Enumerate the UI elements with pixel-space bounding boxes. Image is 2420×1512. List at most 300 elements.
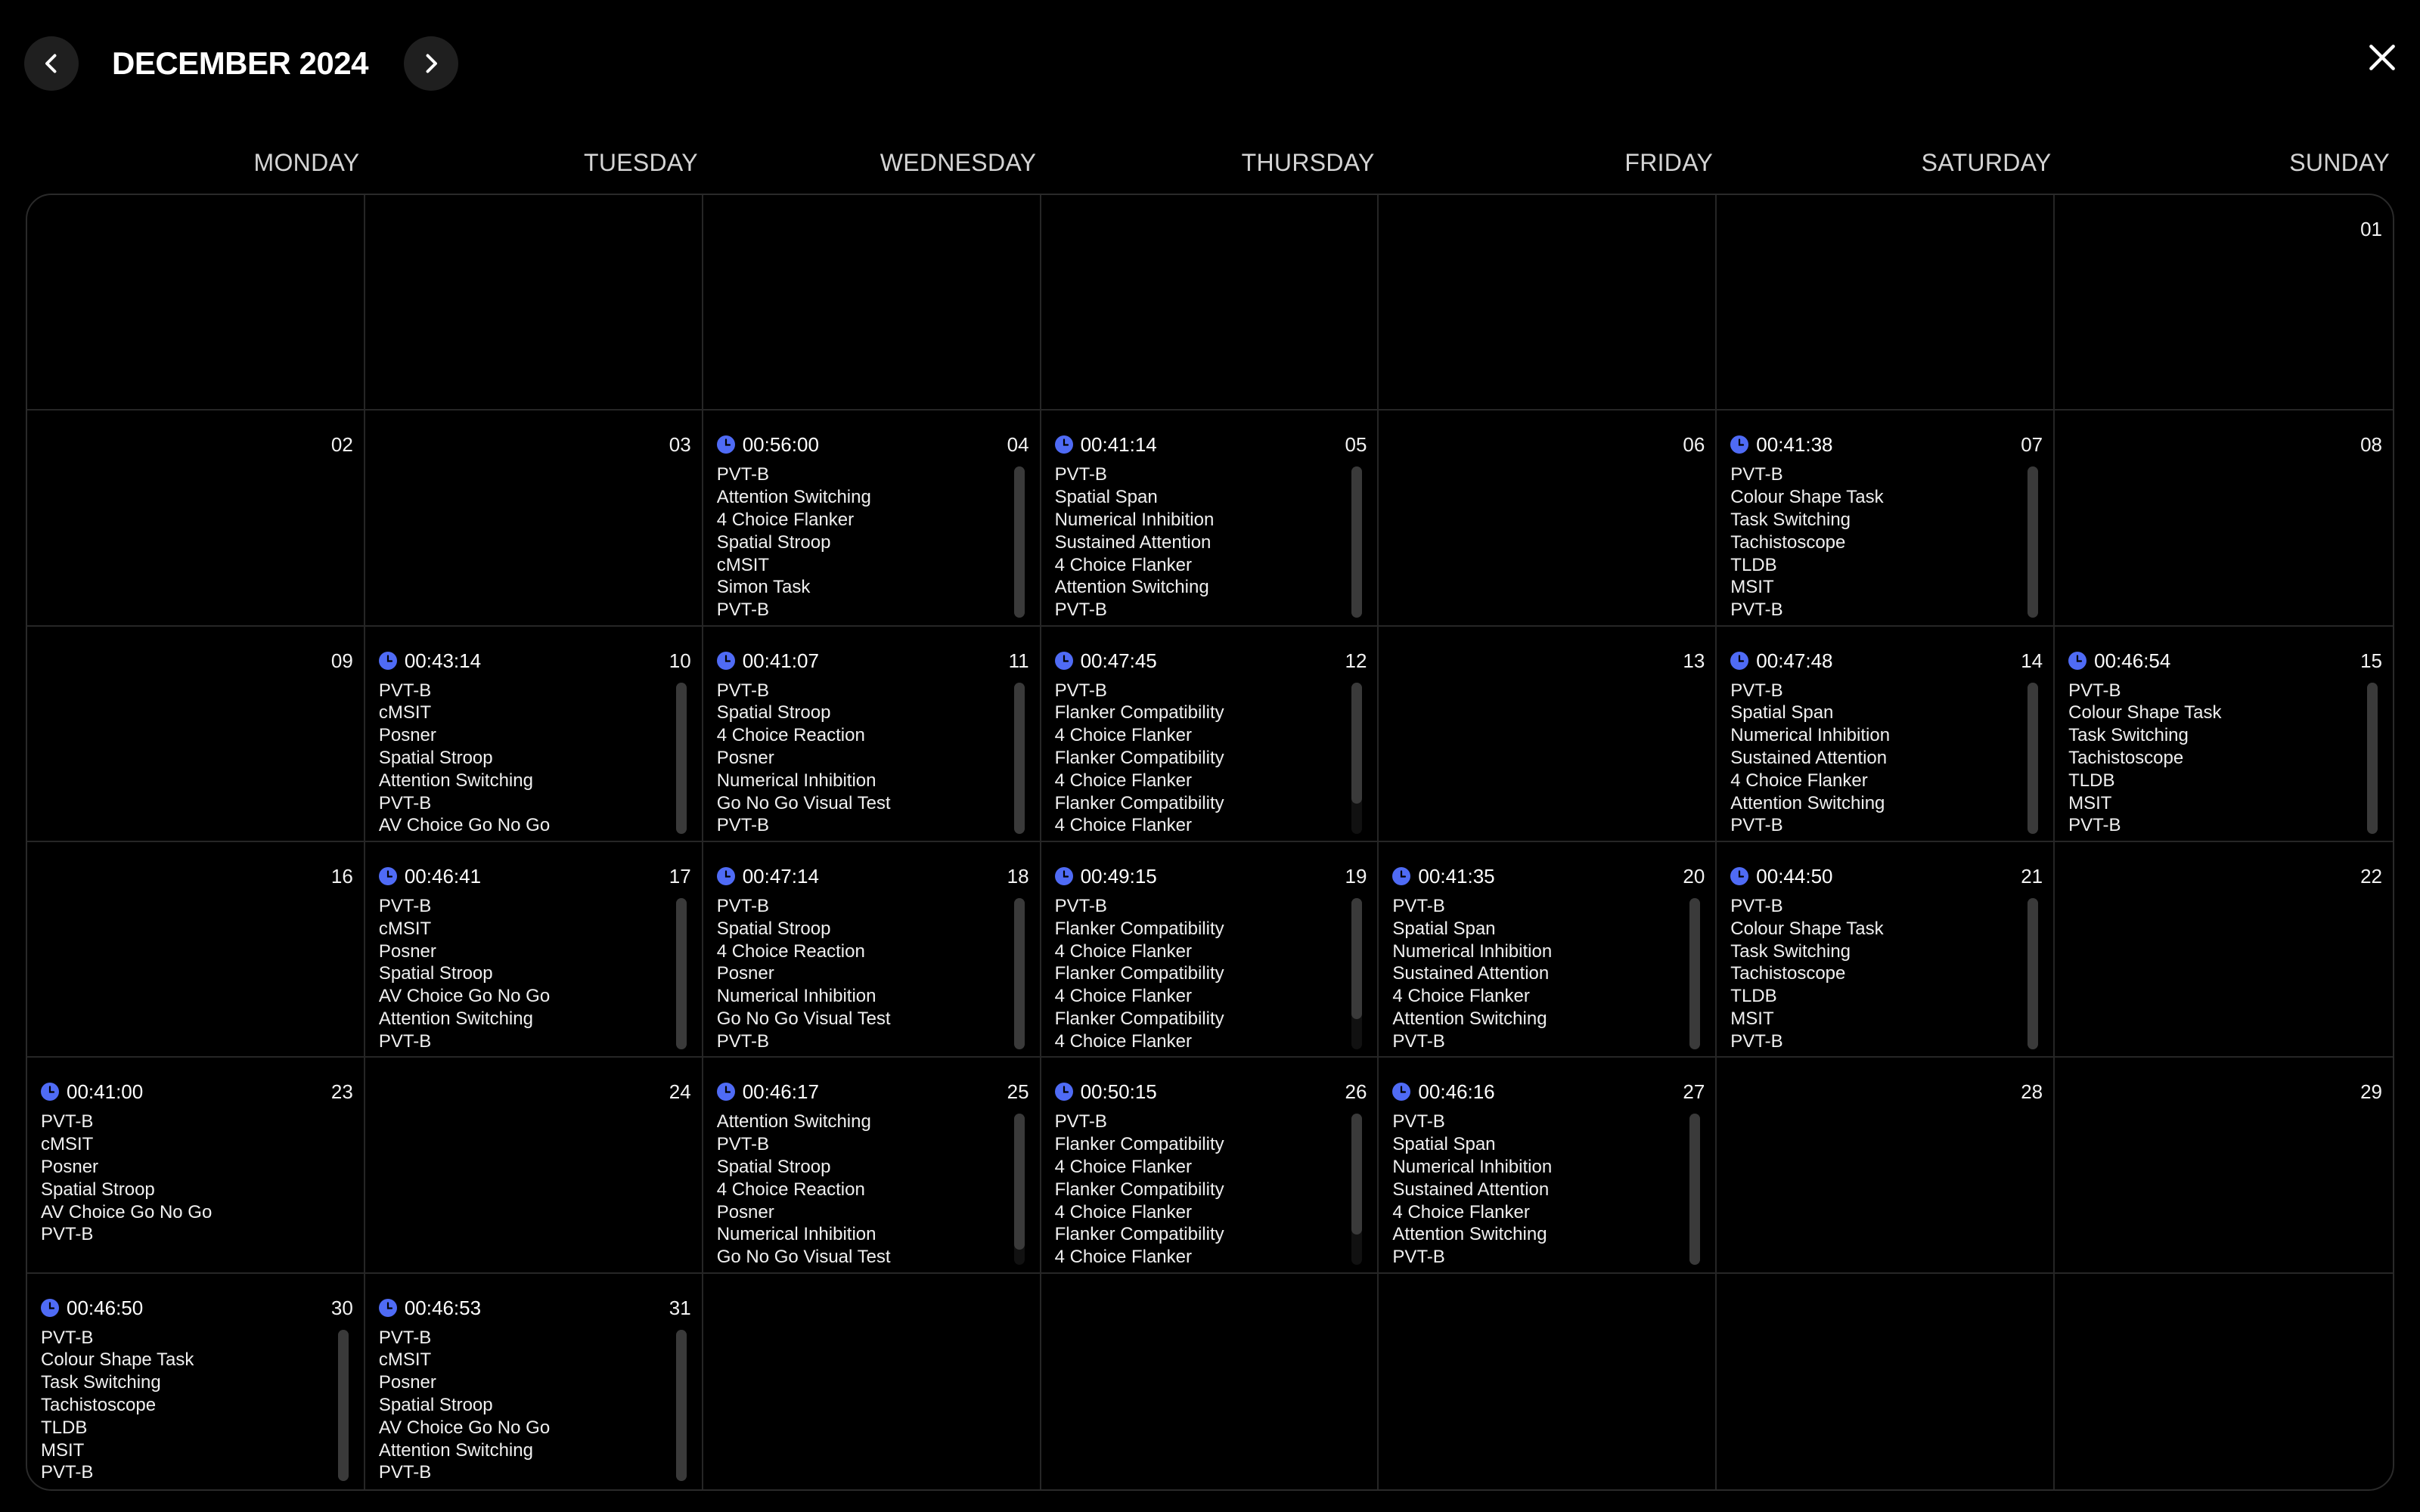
- task-item: Spatial Stroop: [716, 918, 831, 939]
- prev-month-button[interactable]: [24, 36, 79, 91]
- session-duration: [379, 649, 481, 672]
- clock-icon: [2068, 652, 2086, 670]
- task-list-scrollbar[interactable]: [1014, 466, 1025, 618]
- scrollbar-thumb[interactable]: [2028, 466, 2038, 618]
- duration-text: 00:46:54: [2094, 649, 2171, 672]
- task-item: PVT-B: [1054, 896, 1107, 916]
- clock-icon: [717, 867, 735, 885]
- task-list-scrollbar[interactable]: [676, 683, 687, 834]
- scrollbar-thumb[interactable]: [1351, 1114, 1362, 1235]
- scrollbar-thumb[interactable]: [338, 1330, 349, 1481]
- task-item: cMSIT: [378, 1349, 432, 1371]
- scrollbar-thumb[interactable]: [1351, 683, 1362, 804]
- task-item: 4 Choice Reaction: [716, 725, 865, 746]
- task-item: PVT-B: [1392, 1111, 1445, 1132]
- task-list[interactable]: [1055, 680, 1348, 837]
- duration-text: 00:56:00: [742, 433, 819, 457]
- task-item: 4 Choice Flanker: [1054, 1030, 1192, 1052]
- task-list[interactable]: [717, 463, 1010, 621]
- task-item: TLDB: [2068, 770, 2115, 791]
- session-duration: [717, 433, 819, 456]
- task-item: Posner: [716, 1201, 774, 1222]
- task-item: Colour Shape Task: [1730, 918, 1884, 939]
- task-item: Colour Shape Task: [2068, 702, 2222, 723]
- weekday-label: FRIDAY: [1624, 149, 1714, 176]
- duration-text: 00:41:38: [1756, 433, 1833, 457]
- day-number: 04: [1007, 433, 1029, 457]
- task-list[interactable]: [1055, 895, 1348, 1052]
- task-item: PVT-B: [1730, 680, 1783, 701]
- day-number: 13: [1683, 649, 1705, 672]
- task-list[interactable]: [717, 895, 1010, 1052]
- day-number: 19: [1345, 865, 1367, 888]
- task-item: Spatial Span: [1392, 1134, 1496, 1155]
- task-item: PVT-B: [716, 600, 770, 621]
- task-item: MSIT: [1730, 577, 1774, 598]
- day-number: 16: [330, 865, 353, 888]
- weekday-label: WEDNESDAY: [880, 149, 1037, 176]
- task-list-scrollbar[interactable]: [1014, 683, 1025, 834]
- task-item: 4 Choice Flanker: [1054, 1156, 1192, 1177]
- chevron-left-icon: [38, 50, 65, 77]
- calendar-day-cell[interactable]: [2055, 1058, 2393, 1273]
- task-list[interactable]: [1055, 1111, 1348, 1268]
- session-duration: [1055, 433, 1157, 456]
- task-item: 4 Choice Reaction: [716, 940, 865, 962]
- weekday-header: [26, 144, 2394, 181]
- scrollbar-thumb[interactable]: [1689, 1114, 1700, 1265]
- task-item: PVT-B: [1730, 896, 1783, 916]
- task-item: Tachistoscope: [1730, 963, 1846, 984]
- calendar-day-cell[interactable]: [27, 842, 365, 1058]
- calendar-day-cell[interactable]: [2055, 195, 2393, 411]
- task-item: Colour Shape Task: [1730, 487, 1884, 508]
- calendar-empty-cell: [1717, 195, 2055, 411]
- task-list[interactable]: [41, 1111, 334, 1268]
- task-item: PVT-B: [2068, 680, 2121, 701]
- task-item: Sustained Attention: [1730, 748, 1888, 769]
- clock-icon: [1730, 435, 1748, 454]
- task-item: Attention Switching: [716, 1111, 871, 1132]
- duration-text: 00:46:17: [742, 1080, 819, 1104]
- calendar-day-cell[interactable]: [365, 411, 703, 626]
- task-item: PVT-B: [41, 1327, 94, 1348]
- clock-icon: [379, 652, 397, 670]
- task-item: Sustained Attention: [1392, 1179, 1550, 1200]
- task-item: PVT-B: [378, 792, 432, 813]
- day-number: 08: [2360, 433, 2382, 457]
- calendar-day-cell[interactable]: [703, 627, 1041, 842]
- task-item: Flanker Compatibility: [1054, 1224, 1224, 1245]
- task-item: Attention Switching: [378, 1008, 533, 1029]
- task-item: Posner: [378, 1372, 436, 1393]
- task-list-scrollbar[interactable]: [1014, 1114, 1025, 1265]
- task-item: Go No Go Visual Test: [716, 792, 891, 813]
- task-item: PVT-B: [41, 1462, 94, 1483]
- task-item: Numerical Inhibition: [1054, 509, 1215, 530]
- calendar-day-cell[interactable]: [1379, 842, 1717, 1058]
- calendar-day-cell[interactable]: [2055, 627, 2393, 842]
- task-item: Numerical Inhibition: [716, 770, 876, 791]
- session-duration: [1730, 865, 1832, 888]
- task-item: Attention Switching: [378, 770, 533, 791]
- task-item: Attention Switching: [1054, 577, 1209, 598]
- task-list[interactable]: [1392, 895, 1685, 1052]
- month-title: DECEMBER 2024: [112, 45, 368, 81]
- day-number: 01: [2360, 218, 2382, 240]
- task-list-scrollbar[interactable]: [1351, 683, 1362, 834]
- task-list-scrollbar[interactable]: [1689, 898, 1700, 1049]
- duration-text: 00:46:41: [404, 865, 482, 888]
- day-number: 29: [2360, 1080, 2382, 1104]
- task-item: Task Switching: [41, 1372, 161, 1393]
- task-item: PVT-B: [378, 896, 432, 916]
- task-item: cMSIT: [41, 1134, 94, 1155]
- scrollbar-thumb[interactable]: [1014, 1114, 1025, 1250]
- duration-text: 00:44:50: [1756, 865, 1833, 888]
- task-item: Sustained Attention: [1054, 531, 1212, 553]
- task-item: 4 Choice Flanker: [1730, 770, 1868, 791]
- calendar-day-cell[interactable]: [27, 411, 365, 626]
- task-item: Spatial Stroop: [716, 702, 831, 723]
- day-number: 20: [1683, 865, 1705, 888]
- task-item: Go No Go Visual Test: [716, 1008, 891, 1029]
- calendar-day-cell[interactable]: [1041, 1058, 1379, 1273]
- task-item: Posner: [41, 1156, 99, 1177]
- task-item: PVT-B: [1730, 464, 1783, 485]
- scrollbar-thumb[interactable]: [676, 1330, 687, 1481]
- session-duration: [41, 1297, 143, 1319]
- task-list[interactable]: [1730, 680, 2023, 837]
- task-item: Go No Go Visual Test: [716, 1247, 891, 1268]
- task-list-scrollbar[interactable]: [1351, 898, 1362, 1049]
- task-item: PVT-B: [2068, 815, 2121, 836]
- task-item: Spatial Stroop: [378, 748, 493, 769]
- task-item: PVT-B: [1730, 1030, 1783, 1052]
- duration-text: 00:41:35: [1418, 865, 1495, 888]
- calendar-day-cell[interactable]: [27, 1274, 365, 1489]
- task-item: Spatial Stroop: [378, 963, 493, 984]
- calendar-day-cell[interactable]: [703, 842, 1041, 1058]
- task-item: MSIT: [41, 1439, 85, 1461]
- task-list[interactable]: [1392, 1111, 1685, 1268]
- task-item: cMSIT: [378, 918, 432, 939]
- task-item: 4 Choice Flanker: [1054, 554, 1192, 575]
- session-duration: [1392, 865, 1494, 888]
- clock-icon: [1730, 867, 1748, 885]
- task-list[interactable]: [717, 680, 1010, 837]
- duration-text: 00:41:07: [742, 649, 819, 672]
- task-item: Task Switching: [2068, 725, 2189, 746]
- calendar-empty-cell: [27, 195, 365, 411]
- task-list[interactable]: [717, 1111, 1010, 1268]
- task-list[interactable]: [2068, 680, 2363, 837]
- task-list-scrollbar[interactable]: [1014, 898, 1025, 1049]
- duration-text: 00:41:14: [1080, 433, 1157, 457]
- duration-text: 00:47:45: [1080, 649, 1157, 672]
- weekday-label: MONDAY: [253, 149, 360, 176]
- task-item: Posner: [378, 725, 436, 746]
- calendar-empty-cell: [1379, 1274, 1717, 1489]
- clock-icon: [379, 1299, 397, 1317]
- calendar-day-cell[interactable]: [27, 627, 365, 842]
- calendar-day-cell[interactable]: [1041, 411, 1379, 626]
- duration-text: 00:41:00: [67, 1080, 144, 1104]
- day-number: 31: [669, 1296, 691, 1319]
- task-item: 4 Choice Flanker: [1392, 986, 1530, 1007]
- task-item: Numerical Inhibition: [716, 1224, 876, 1245]
- scrollbar-thumb[interactable]: [1014, 466, 1025, 618]
- session-duration: [717, 649, 819, 672]
- calendar-day-cell[interactable]: [703, 1058, 1041, 1273]
- task-item: Flanker Compatibility: [1054, 702, 1224, 723]
- calendar-grid: [26, 194, 2394, 1491]
- close-icon: [2366, 41, 2399, 74]
- task-item: 4 Choice Reaction: [716, 1179, 865, 1200]
- task-item: Spatial Span: [1054, 487, 1158, 508]
- next-month-button[interactable]: [404, 36, 458, 91]
- task-item: 4 Choice Flanker: [1054, 770, 1192, 791]
- session-duration: [1392, 1080, 1494, 1103]
- scrollbar-thumb[interactable]: [1351, 898, 1362, 1019]
- session-duration: [1055, 649, 1157, 672]
- calendar-day-cell[interactable]: [1379, 627, 1717, 842]
- duration-text: 00:46:53: [404, 1296, 482, 1319]
- task-item: Spatial Stroop: [716, 1156, 831, 1177]
- duration-text: 00:50:15: [1080, 1080, 1157, 1104]
- task-item: PVT-B: [716, 896, 770, 916]
- clock-icon: [1392, 867, 1410, 885]
- task-item: Flanker Compatibility: [1054, 963, 1224, 984]
- clock-icon: [717, 652, 735, 670]
- task-item: Sustained Attention: [1392, 963, 1550, 984]
- task-item: 4 Choice Flanker: [1054, 940, 1192, 962]
- session-duration: [2068, 649, 2170, 672]
- day-number: 28: [2021, 1080, 2043, 1104]
- task-item: 4 Choice Flanker: [1054, 1201, 1192, 1222]
- task-item: Numerical Inhibition: [1392, 940, 1553, 962]
- task-item: Attention Switching: [1392, 1008, 1547, 1029]
- close-button[interactable]: [2361, 36, 2403, 79]
- scrollbar-thumb[interactable]: [2367, 683, 2378, 834]
- session-duration: [717, 865, 819, 888]
- scrollbar-thumb[interactable]: [1014, 898, 1025, 1049]
- scrollbar-thumb[interactable]: [2028, 898, 2038, 1049]
- duration-text: 00:47:48: [1756, 649, 1833, 672]
- task-item: TLDB: [1730, 554, 1777, 575]
- clock-icon: [1055, 867, 1073, 885]
- task-item: Task Switching: [1730, 940, 1851, 962]
- task-item: Numerical Inhibition: [1392, 1156, 1553, 1177]
- task-list-scrollbar[interactable]: [2028, 683, 2038, 834]
- task-item: AV Choice Go No Go: [378, 815, 551, 836]
- calendar-day-cell[interactable]: [1717, 1058, 2055, 1273]
- task-item: PVT-B: [1730, 600, 1783, 621]
- clock-icon: [1055, 1083, 1073, 1101]
- task-list-scrollbar[interactable]: [676, 1330, 687, 1481]
- task-item: Spatial Stroop: [41, 1179, 155, 1200]
- scrollbar-thumb[interactable]: [676, 898, 687, 1049]
- day-number: 25: [1007, 1080, 1029, 1104]
- task-item: PVT-B: [716, 464, 770, 485]
- task-item: Numerical Inhibition: [1730, 725, 1891, 746]
- task-list[interactable]: [379, 895, 672, 1052]
- calendar-day-cell[interactable]: [1379, 1058, 1717, 1273]
- session-duration: [379, 1297, 481, 1319]
- calendar-day-cell[interactable]: [2055, 411, 2393, 626]
- duration-text: 00:49:15: [1080, 865, 1157, 888]
- task-item: PVT-B: [41, 1111, 94, 1132]
- calendar-day-cell[interactable]: [1717, 627, 2055, 842]
- calendar-day-cell[interactable]: [27, 1058, 365, 1273]
- task-list[interactable]: [379, 1327, 672, 1484]
- task-item: Attention Switching: [1730, 792, 1885, 813]
- day-number: 23: [330, 1080, 353, 1104]
- duration-text: 00:46:50: [67, 1296, 144, 1319]
- calendar-day-cell[interactable]: [365, 842, 703, 1058]
- calendar-empty-cell: [1041, 195, 1379, 411]
- task-item: PVT-B: [716, 815, 770, 836]
- calendar-day-cell[interactable]: [365, 1274, 703, 1489]
- calendar-day-cell[interactable]: [1041, 842, 1379, 1058]
- calendar-day-cell[interactable]: [1717, 411, 2055, 626]
- task-item: PVT-B: [1392, 1030, 1445, 1052]
- calendar-day-cell[interactable]: [1041, 627, 1379, 842]
- task-item: Attention Switching: [1392, 1224, 1547, 1245]
- scrollbar-thumb[interactable]: [676, 683, 687, 834]
- task-list-scrollbar[interactable]: [2028, 466, 2038, 618]
- session-duration: [717, 1080, 819, 1103]
- task-item: AV Choice Go No Go: [378, 986, 551, 1007]
- task-list-scrollbar[interactable]: [2367, 683, 2378, 834]
- task-list-scrollbar[interactable]: [676, 898, 687, 1049]
- calendar-day-cell[interactable]: [703, 411, 1041, 626]
- task-item: Spatial Stroop: [378, 1395, 493, 1416]
- task-item: Tachistoscope: [41, 1395, 157, 1416]
- task-item: MSIT: [2068, 792, 2112, 813]
- task-item: Posner: [716, 963, 774, 984]
- calendar-day-cell[interactable]: [365, 627, 703, 842]
- day-number: 09: [330, 649, 353, 672]
- day-number: 22: [2360, 865, 2382, 888]
- scrollbar-thumb[interactable]: [1351, 466, 1362, 618]
- calendar-day-cell[interactable]: [1379, 411, 1717, 626]
- task-item: TLDB: [1730, 986, 1777, 1007]
- calendar-empty-cell: [703, 195, 1041, 411]
- task-item: PVT-B: [1054, 464, 1107, 485]
- day-number: 10: [669, 649, 691, 672]
- task-item: Flanker Compatibility: [1054, 1008, 1224, 1029]
- task-item: Task Switching: [1730, 509, 1851, 530]
- task-list[interactable]: [1730, 463, 2023, 621]
- task-item: 4 Choice Flanker: [716, 509, 855, 530]
- task-item: Numerical Inhibition: [716, 986, 876, 1007]
- day-number: 24: [669, 1080, 691, 1104]
- task-item: PVT-B: [41, 1224, 94, 1245]
- task-list-scrollbar[interactable]: [2028, 898, 2038, 1049]
- weekday-label: SUNDAY: [2289, 149, 2390, 176]
- task-item: PVT-B: [1054, 600, 1107, 621]
- scrollbar-thumb[interactable]: [1689, 898, 1700, 1049]
- scrollbar-thumb[interactable]: [1014, 683, 1025, 834]
- task-item: PVT-B: [1392, 1247, 1445, 1268]
- task-item: PVT-B: [716, 1030, 770, 1052]
- task-item: Attention Switching: [378, 1439, 533, 1461]
- task-item: Flanker Compatibility: [1054, 1134, 1224, 1155]
- clock-icon: [717, 1083, 735, 1101]
- task-item: PVT-B: [378, 680, 432, 701]
- task-item: PVT-B: [1054, 680, 1107, 701]
- weekday-label: SATURDAY: [1921, 149, 2052, 176]
- calendar-empty-cell: [1717, 1274, 2055, 1489]
- task-item: Attention Switching: [716, 487, 871, 508]
- task-item: PVT-B: [1054, 1111, 1107, 1132]
- task-item: 4 Choice Flanker: [1392, 1201, 1530, 1222]
- task-list-scrollbar[interactable]: [1351, 1114, 1362, 1265]
- day-number: 21: [2021, 865, 2043, 888]
- task-list-scrollbar[interactable]: [338, 1330, 349, 1481]
- scrollbar-thumb[interactable]: [2028, 683, 2038, 834]
- clock-icon: [1055, 435, 1073, 454]
- task-item: PVT-B: [378, 1462, 432, 1483]
- calendar-empty-cell: [2055, 1274, 2393, 1489]
- task-item: AV Choice Go No Go: [41, 1201, 213, 1222]
- calendar-day-cell[interactable]: [1717, 842, 2055, 1058]
- day-number: 02: [330, 433, 353, 457]
- task-item: cMSIT: [378, 702, 432, 723]
- calendar-day-cell[interactable]: [2055, 842, 2393, 1058]
- task-item: 4 Choice Flanker: [1054, 1247, 1192, 1268]
- task-item: PVT-B: [378, 1030, 432, 1052]
- task-item: PVT-B: [716, 1134, 770, 1155]
- day-number: 14: [2021, 649, 2043, 672]
- task-item: PVT-B: [716, 680, 770, 701]
- task-list[interactable]: [1055, 463, 1348, 621]
- clock-icon: [1055, 652, 1073, 670]
- task-item: Posner: [716, 748, 774, 769]
- task-item: AV Choice Go No Go: [378, 1417, 551, 1438]
- task-item: Simon Task: [716, 577, 811, 598]
- session-duration: [1730, 433, 1832, 456]
- task-list-scrollbar[interactable]: [1689, 1114, 1700, 1265]
- task-list[interactable]: [1730, 895, 2023, 1052]
- day-number: 12: [1345, 649, 1367, 672]
- day-number: 15: [2360, 649, 2382, 672]
- task-list-scrollbar[interactable]: [1351, 466, 1362, 618]
- day-number: 06: [1683, 433, 1705, 457]
- day-number: 05: [1345, 433, 1367, 457]
- calendar-empty-cell: [1379, 195, 1717, 411]
- task-item: Flanker Compatibility: [1054, 748, 1224, 769]
- task-list[interactable]: [379, 680, 672, 837]
- task-item: MSIT: [1730, 1008, 1774, 1029]
- duration-text: 00:43:14: [404, 649, 482, 672]
- task-item: Spatial Span: [1730, 702, 1834, 723]
- task-item: Flanker Compatibility: [1054, 1179, 1224, 1200]
- day-number: 07: [2021, 433, 2043, 457]
- task-item: Posner: [378, 940, 436, 962]
- task-list[interactable]: [41, 1327, 334, 1484]
- clock-icon: [41, 1083, 59, 1101]
- task-item: cMSIT: [716, 554, 770, 575]
- calendar-day-cell[interactable]: [365, 1058, 703, 1273]
- session-duration: [1055, 865, 1157, 888]
- day-number: 30: [330, 1296, 353, 1319]
- day-number: 26: [1345, 1080, 1367, 1104]
- day-number: 17: [669, 865, 691, 888]
- session-duration: [1730, 649, 1832, 672]
- day-number: 03: [669, 433, 691, 457]
